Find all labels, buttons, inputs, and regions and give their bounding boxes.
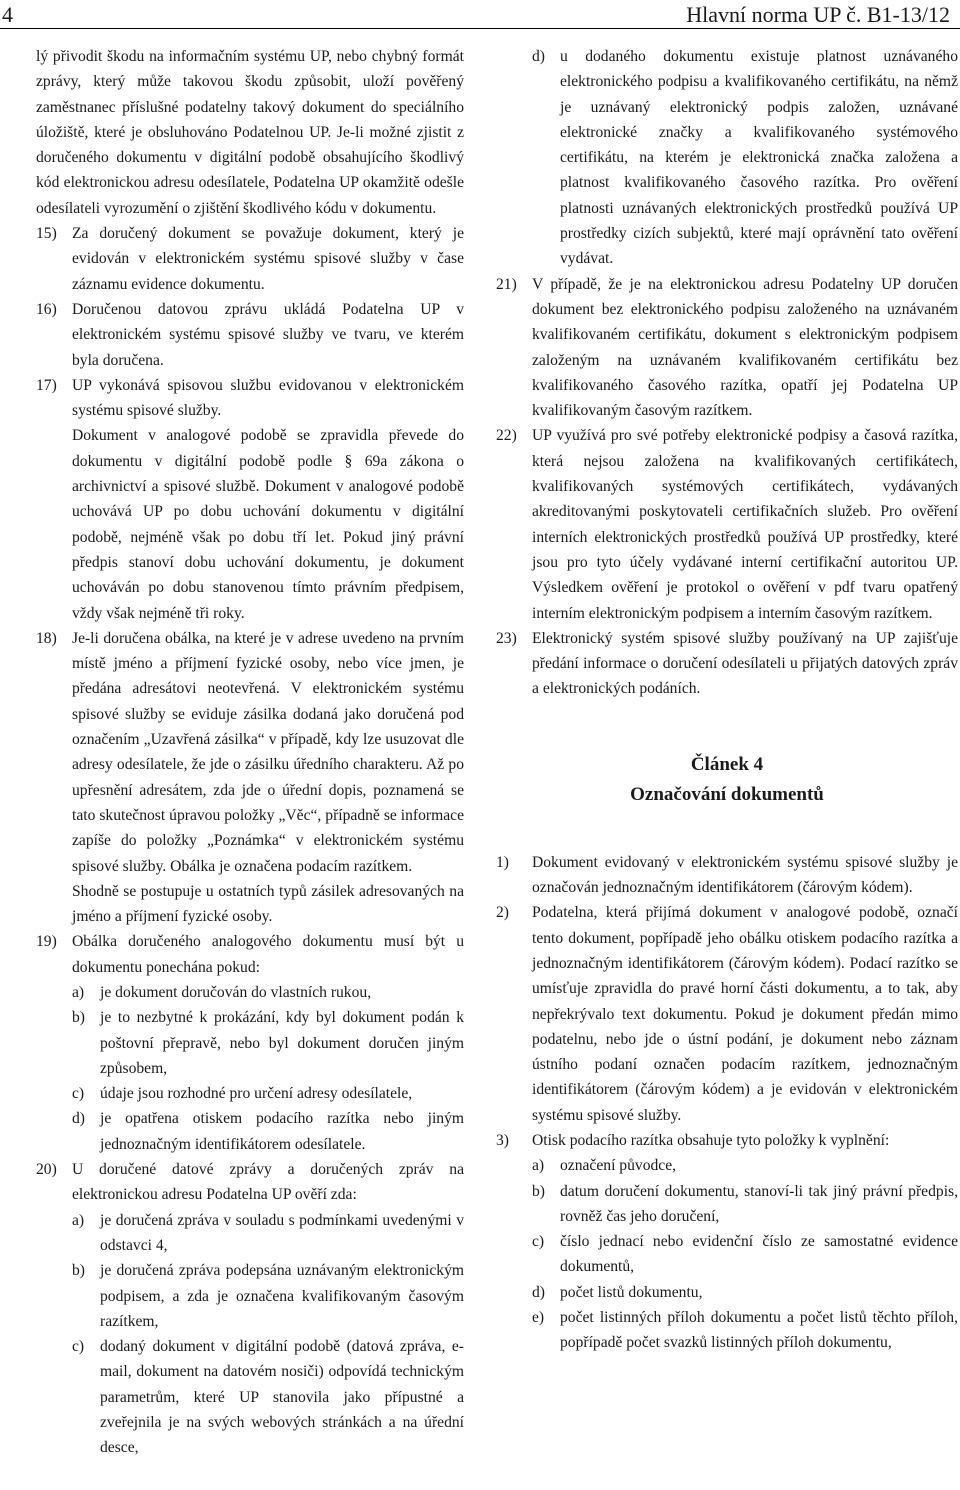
item-text: Podatelna, která přijímá dokument v analogové podobě, označí tento dokument, popřípadě jeho obálku otiskem podacího razítka a jednoznačným identifikátorem (čárovým kódem). Podací razítko se umísťuje zpravidla do pravé horní části dokumentu, a to tak, aby nepřekrývalo text dokumentu. Pokud je dokument předán mimo podatelnu, nebo jde o ústní podání, je dokument nebo záznam ústního podaní označen podacím razítkem, jednoznačným identifikátorem (čárovým kódem) a je evidován v elektronickém systému spisové služby. <box>532 904 958 1124</box>
sub-item-letter: b) <box>72 1262 85 1280</box>
paragraph-continuation: lý přivodit škodu na informačním systému UP, nebo chybný formát zprávy, který může takovou škodu způsobit, uloží pověřený zaměstnanec příslušné podatelny takový dokument do speciálního úložiště, které je obsluhováno Podatelnou UP. Je-li možné zjistit z doručeného dokumentu v digitální podobě obsahujícího škodlivý kód elektronickou adresu odesílatele, Podatelna UP okamžitě odešle odesílateli vyrozumění o zjištění škodlivého kódu v dokumentu. <box>36 48 464 217</box>
sub-item-text: datum doručení dokumentu, stanoví-li tak jiný právní předpis, rovněž čas jeho doručení, <box>560 1182 958 1225</box>
item-number: 2) <box>496 904 509 922</box>
item-18 <box>36 626 464 879</box>
article-item-1 <box>496 850 958 901</box>
item-text: Doručenou datovou zprávu ukládá Podatelna UP v elektronickém systému spisové služby ve tvaru, ve kterém byla doručena. <box>72 300 464 369</box>
sub-item-letter: a) <box>72 983 85 1001</box>
page-header <box>0 0 960 29</box>
item-text: U doručené datové zprávy a doručených zpráv na elektronickou adresu Podatelna UP ověří zda: <box>72 1161 464 1204</box>
sub-item-a <box>532 1153 958 1178</box>
item-number: 17) <box>36 376 57 394</box>
item-number: 23) <box>496 629 517 647</box>
item-number: 20) <box>36 1161 57 1179</box>
sub-item-text: je dokument doručován do vlastních rukou, <box>100 983 372 1001</box>
sub-item-b <box>72 1005 464 1081</box>
sub-item-text: je opatřena otiskem podacího razítka nebo jiným jednoznačným identifikátorem odesílatele. <box>100 1110 464 1153</box>
sub-item-letter: d) <box>532 1283 545 1301</box>
item-number: 15) <box>36 225 57 243</box>
sub-item-d <box>532 44 958 272</box>
item-number: 22) <box>496 427 517 445</box>
right-column <box>496 44 958 1356</box>
item-16 <box>36 297 464 373</box>
sub-item-a <box>72 1208 464 1259</box>
sub-item-b <box>72 1258 464 1334</box>
article-item-2 <box>496 900 958 1128</box>
item-number: 3) <box>496 1131 509 1149</box>
sub-item-b <box>532 1179 958 1230</box>
sub-item-letter: a) <box>72 1211 85 1229</box>
item-text: Elektronický systém spisové služby používaný na UP zajišťuje předání informace o doručení odesílateli u přijatých datových zpráv a elektronických podáních. <box>532 629 958 698</box>
item-text: Obálka doručeného analogového dokumentu musí být u dokumentu ponechána pokud: <box>72 933 464 976</box>
sub-item-d <box>532 1280 958 1305</box>
sub-item-letter: d) <box>72 1110 85 1128</box>
item-number: 16) <box>36 300 57 318</box>
item-text: Dokument evidovaný v elektronickém systému spisové služby je označován jednoznačným identifikátorem (čárovým kódem). <box>532 853 958 897</box>
item-number: 19) <box>36 933 57 951</box>
item-17 <box>36 373 464 424</box>
sub-item-text: počet listinných příloh dokumentu a počet listů těchto příloh, popřípadě počet svazků listinných příloh dokumentu, <box>560 1309 958 1352</box>
item-text: Otisk podacího razítka obsahuje tyto položky k vyplnění: <box>532 1131 890 1149</box>
item-text: UP vykonává spisovou službu evidovanou v elektronickém systému spisové služby. <box>72 376 464 420</box>
sub-item-letter: c) <box>532 1233 545 1251</box>
sub-item-c <box>72 1081 464 1106</box>
sub-item-text: označení původce, <box>560 1157 677 1175</box>
item-number: 18) <box>36 629 57 647</box>
item-text: UP využívá pro své potřeby elektronické podpisy a časová razítka, která nejsou založena na kvalifikovaných certifikátech, kvalifikovaných systémových certifikátech, vydávaných akreditovanými poskytovateli certifikačních služeb. Pro ověření interních elektronických prostředků používá UP prostředky, které jsou pro tyto účely vydávané interní certifikační autoritou UP. Výsledkem ověření je protokol o ověření v pdf tvaru opatřený interním elektronickým podpisem a interním časovým razítkem. <box>532 427 958 622</box>
sub-item-text: je doručená zpráva podepsána uznávaným elektronickým podpisem, a zda je označena kvalifikovaným časovým razítkem, <box>100 1262 464 1330</box>
item-21 <box>496 272 958 424</box>
item-15 <box>36 221 464 297</box>
sub-item-letter: e) <box>532 1309 545 1327</box>
sub-item-text: je to nezbytné k prokázání, kdy byl dokument podán k poštovní přepravě, nebo byl dokument doručen jiným způsobem, <box>100 1009 464 1077</box>
sub-item-text: u dodaného dokumentu existuje platnost uznávaného elektronického podpisu a kvalifikovaného certifikátu, na němž je uznávaný elektronický podpis založen, uznávané elektronické značky a kvalifikovaného systémového certifikátu, na kterém je elektronická značka založena a platnost kvalifikovaného časového razítka. Pro ověření platnosti uznávaných elektronických prostředků používá UP prostředky cizích subjektů, které mají oprávnění tato ověření vydávat. <box>560 48 958 268</box>
sub-item-a <box>72 980 464 1005</box>
sub-item-letter: d) <box>532 48 545 65</box>
item-text: Je-li doručena obálka, na které je v adrese uvedeno na prvním místě jméno a příjmení fyzické osoby, nebo více jmen, je předána adresátovi neotevřená. V elektronickém systému spisové služby se eviduje zásilka dodaná jako doručená pod označením „Uzavřená zásilka“ v případě, kdy lze usuzovat dle adresy odesílatele, že jde o zásilku úředního charakteru. Až po upřesnění adresátem, zda jde o úřední dopis, poznamená se tato skutečnost úpravou položky „Věc“, případně se informace zapíše do položky „Poznámka“ v elektronickém systému spisové služby. Obálka je označena podacím razítkem. <box>72 629 464 875</box>
sub-item-letter: b) <box>72 1009 85 1027</box>
sub-item-c <box>532 1229 958 1280</box>
sub-item-text: počet listů dokumentu, <box>560 1283 703 1301</box>
sub-item-d <box>72 1106 464 1157</box>
page-header-title: Hlavní norma UP č. B1-13/12 <box>686 2 950 27</box>
sub-item-text: údaje jsou rozhodné pro určení adresy odesílatele, <box>100 1085 413 1103</box>
item-18-continuation: Shodně se postupuje u ostatních typů zásilek adresovaných na jméno a příjmení fyzické osoby. <box>72 882 464 926</box>
item-20 <box>36 1157 464 1461</box>
article-item-3 <box>496 1128 958 1356</box>
page-number: 4 <box>2 2 13 27</box>
item-number: 21) <box>496 275 517 293</box>
item-text: V případě, že je na elektronickou adresu Podatelny UP doručen dokument bez elektronického podpisu založeného na uznávaném kvalifikovaném certifikátu, dokument s elektronickým podpisem založeným na uznávaném kvalifikovaném certifikátu bez kvalifikovaného časového razítka, opatří jej Podatelna UP kvalifikovaným časovým razítkem. <box>532 275 958 420</box>
sub-item-text: je doručená zpráva v souladu s podmínkami uvedenými v odstavci 4, <box>100 1211 464 1254</box>
item-23 <box>496 626 958 702</box>
sub-item-letter: b) <box>532 1182 545 1200</box>
article-number: Článek 4 <box>690 753 764 775</box>
item-19 <box>36 929 464 1157</box>
item-22 <box>496 423 958 625</box>
sub-item-e <box>532 1305 958 1356</box>
sub-item-text: dodaný dokument v digitální podobě (datová zpráva, e-mail, dokument na datovém nosiči) odpovídá technickým parametrům, které UP stanovila jako přípustné a zveřejnila je na svých webových stránkách a na úřední desce, <box>100 1338 464 1457</box>
left-column <box>36 44 464 1461</box>
sub-item-letter: c) <box>72 1338 85 1356</box>
article-title: Označování dokumentů <box>630 783 824 805</box>
sub-item-letter: c) <box>72 1085 85 1103</box>
sub-item-letter: a) <box>532 1157 545 1175</box>
item-20-continued <box>496 44 958 272</box>
item-text: Za doručený dokument se považuje dokument, který je evidován v elektronickém systému spisové služby v čase záznamu evidence dokumentu. <box>72 225 464 293</box>
sub-item-text: číslo jednací nebo evidenční číslo ze samostatné evidence dokumentů, <box>560 1233 958 1276</box>
article-heading <box>496 750 958 810</box>
sub-item-c <box>72 1334 464 1460</box>
item-17-continuation: Dokument v analogové podobě se zpravidla převede do dokumentu v digitální podobě podle § 69a zákona o archivnictví a spisové službě. Dokument v analogové podobě uchovává UP po dobu uchování dokumentu v digitální podobě, nejméně však po dobu tří let. Pokud jiný právní předpis stanoví dobu uchování dokumentu, je dokument uchováván po dobu stanovenou tímto právním předpisem, vždy však nejméně tři roky. <box>72 427 464 622</box>
item-number: 1) <box>496 853 509 871</box>
